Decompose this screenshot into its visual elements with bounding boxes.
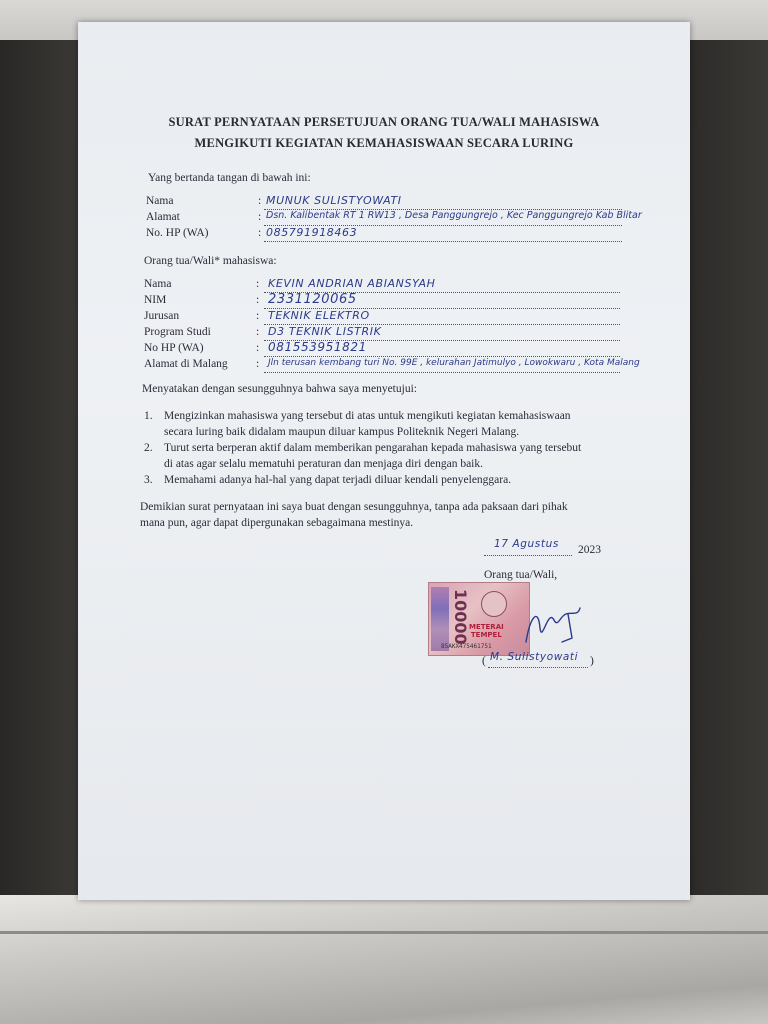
signer-dotted-line	[488, 667, 588, 668]
stamp-label-line2: TEMPEL	[470, 631, 502, 639]
student-nim-value: 2331120065	[268, 292, 357, 307]
stamp-amount: 10000	[451, 589, 470, 645]
colon: :	[256, 310, 260, 322]
point-number: 2.	[144, 442, 153, 454]
dotted-line	[264, 372, 620, 373]
handwritten-signature	[518, 598, 588, 654]
student-address-label: Alamat di Malang	[144, 358, 228, 370]
parent-address-value: Dsn. Kalibentak RT 1 RW13 , Desa Panggungrejo , Kec Panggungrejo Kab Blitar	[266, 210, 642, 221]
closing-line2: mana pun, agar dapat dipergunakan sebagaimana mestinya.	[140, 517, 414, 529]
date-year: 2023	[578, 544, 601, 556]
point-number: 1.	[144, 410, 153, 422]
colon: :	[258, 195, 262, 207]
student-department-value: TEKNIK ELEKTRO	[268, 309, 370, 322]
point-2-line2: di atas agar selalu mematuhi peraturan dan menjaga diri dengan baik.	[164, 458, 484, 470]
dotted-line	[264, 241, 622, 242]
colon: :	[256, 358, 260, 370]
colon: :	[258, 227, 262, 239]
document-title-line1: SURAT PERNYATAAN PERSETUJUAN ORANG TUA/WALI MAHASISWA	[168, 115, 600, 129]
colon: :	[256, 294, 260, 306]
date-dotted-line	[484, 555, 572, 556]
student-nim-label: NIM	[144, 294, 167, 306]
student-phone-value: 081553951821	[268, 340, 367, 354]
letter-page	[78, 22, 690, 900]
parent-phone-label: No. HP (WA)	[146, 227, 209, 239]
background-surface-bottom	[0, 895, 768, 1024]
colon: :	[258, 211, 262, 223]
closing-line1: Demikian surat pernyataan ini saya buat dengan sesungguhnya, tanpa ada paksaan dari pihak	[140, 501, 568, 513]
parent-name-label: Nama	[146, 195, 174, 207]
paren-close: )	[590, 655, 594, 667]
colon: :	[256, 278, 260, 290]
point-number: 3.	[144, 474, 153, 486]
stamp-hologram-strip	[431, 587, 449, 651]
stamp-label	[469, 623, 504, 639]
revenue-stamp	[428, 582, 530, 656]
point-3-line1: Memahami adanya hal-hal yang dapat terjadi diluar kendali penyelenggara.	[164, 474, 512, 486]
document-title-line2: MENGIKUTI KEGIATAN KEMAHASISWAAN SECARA LURING	[194, 136, 574, 150]
stamp-serial: 85AKX475461751	[441, 643, 492, 650]
student-program-value: D3 TEKNIK LISTRIK	[268, 325, 382, 338]
colon: :	[256, 342, 260, 354]
student-program-label: Program Studi	[144, 326, 211, 338]
paren-open: (	[482, 655, 486, 667]
guardian-of-text: Orang tua/Wali* mahasiswa:	[144, 255, 277, 267]
student-department-label: Jurusan	[144, 310, 180, 322]
parent-phone-value: 085791918463	[266, 226, 358, 239]
colon: :	[256, 326, 260, 338]
intro-text: Yang bertanda tangan di bawah ini:	[148, 172, 311, 184]
student-name-label: Nama	[144, 278, 172, 290]
student-address-value: Jln terusan kembang turi No. 99E , kelurahan Jatimulyo , Lowokwaru , Kota Malang	[268, 358, 640, 368]
garuda-emblem-icon	[481, 591, 507, 617]
date-handwritten: 17 Agustus	[494, 538, 559, 550]
parent-address-label: Alamat	[146, 211, 180, 223]
parent-name-value: MUNUK SULISTYOWATI	[266, 194, 402, 207]
point-2-line1: Turut serta berperan aktif dalam memberikan pengarahan kepada mahasiswa yang tersebut	[164, 442, 582, 454]
stamp-label-line1: METERAI	[469, 623, 504, 631]
signer-name: M. Sulistyowati	[490, 651, 579, 663]
student-name-value: KEVIN ANDRIAN ABIANSYAH	[268, 277, 436, 290]
student-phone-label: No HP (WA)	[144, 342, 204, 354]
point-1-line2: secara luring baik didalam maupun diluar kampus Politeknik Negeri Malang.	[164, 426, 520, 438]
declaration-text: Menyatakan dengan sesungguhnya bahwa saya menyetujui:	[142, 383, 417, 395]
signer-role: Orang tua/Wali,	[484, 569, 558, 581]
dotted-line	[264, 356, 620, 357]
point-1-line1: Mengizinkan mahasiswa yang tersebut di atas untuk mengikuti kegiatan kemahasiswaan	[164, 410, 571, 422]
